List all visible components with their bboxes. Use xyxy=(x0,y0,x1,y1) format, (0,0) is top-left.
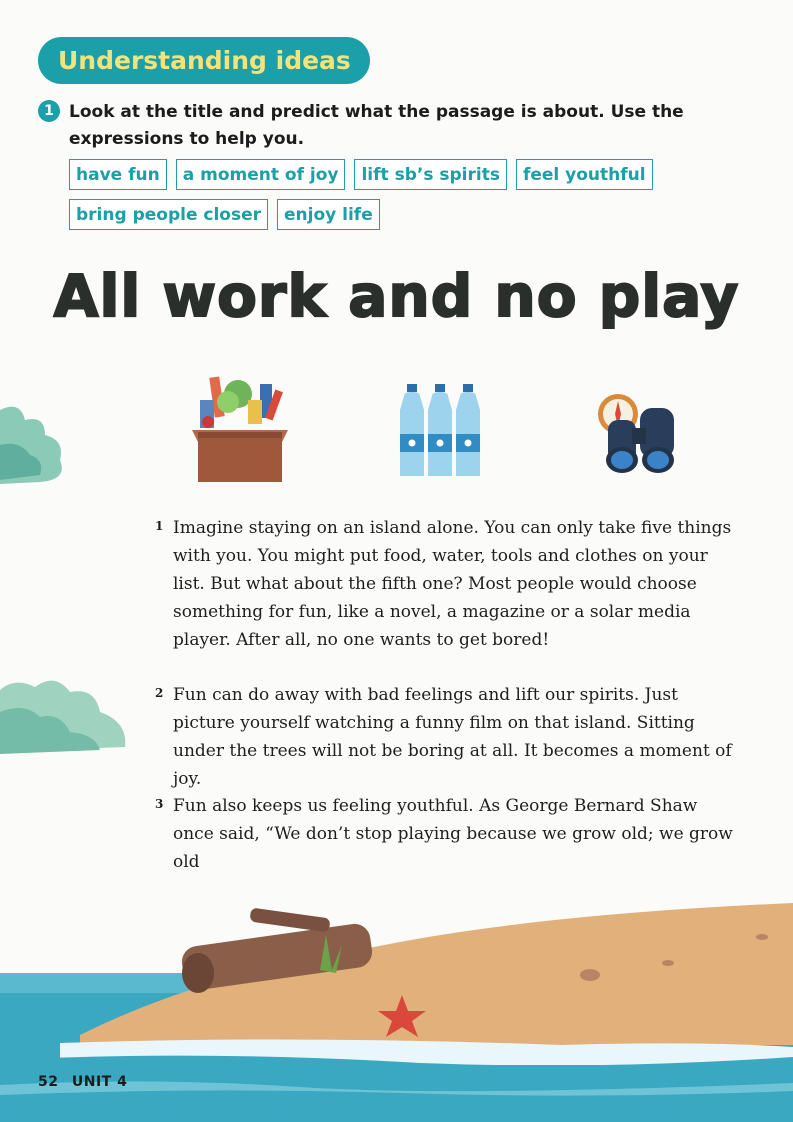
expression-chip: enjoy life xyxy=(277,199,380,230)
paragraph-3 xyxy=(155,792,735,876)
cloud-left-top xyxy=(0,400,70,490)
passage-title: All work and no play xyxy=(53,262,740,330)
expression-chip: bring people closer xyxy=(69,199,268,230)
section-heading: Understanding ideas xyxy=(38,37,370,84)
task-instruction: Look at the title and predict what the passage is about. Use the expressions to help you. xyxy=(69,102,684,149)
task-number-badge: 1 xyxy=(38,100,60,122)
expression-chip: lift sb’s spirits xyxy=(354,159,506,190)
water-bottles-icon xyxy=(400,382,484,480)
paragraph-1 xyxy=(155,514,735,654)
paragraph-text: Fun can do away with bad feelings and lift our spirits. Just picture yourself watching a funny film on that island. Sitting under the trees will not be boring at all. It becomes a moment of joy. xyxy=(173,685,732,789)
expression-chip: a moment of joy xyxy=(176,159,346,190)
food-box-icon xyxy=(190,372,290,484)
expression-chip: feel youthful xyxy=(516,159,653,190)
expression-row-2 xyxy=(69,199,380,230)
paragraph-number: 3 xyxy=(155,797,164,811)
paragraph-text: Imagine staying on an island alone. You can only take five things with you. You might put food, water, tools and clothes on your list. But what about the fifth one? Most people would choose something for fun, like a novel, a magazine or a solar media player. After all, no one wants to get bored! xyxy=(173,518,732,650)
paragraph-number: 2 xyxy=(155,686,164,700)
paragraph-text: Fun also keeps us feeling youthful. As George Bernard Shaw once said, “We don’t stop playing because we grow old; we grow old xyxy=(173,796,733,872)
page-footer xyxy=(38,1074,135,1090)
page-number: 52 xyxy=(38,1074,59,1090)
unit-label: UNIT 4 xyxy=(71,1074,128,1090)
paragraph-2 xyxy=(155,681,735,793)
cloud-left-bottom xyxy=(0,672,130,767)
paragraph-number: 1 xyxy=(155,519,164,533)
expression-chip: have fun xyxy=(69,159,167,190)
expression-row-1 xyxy=(69,159,653,190)
binoculars-compass-icon xyxy=(588,390,688,480)
